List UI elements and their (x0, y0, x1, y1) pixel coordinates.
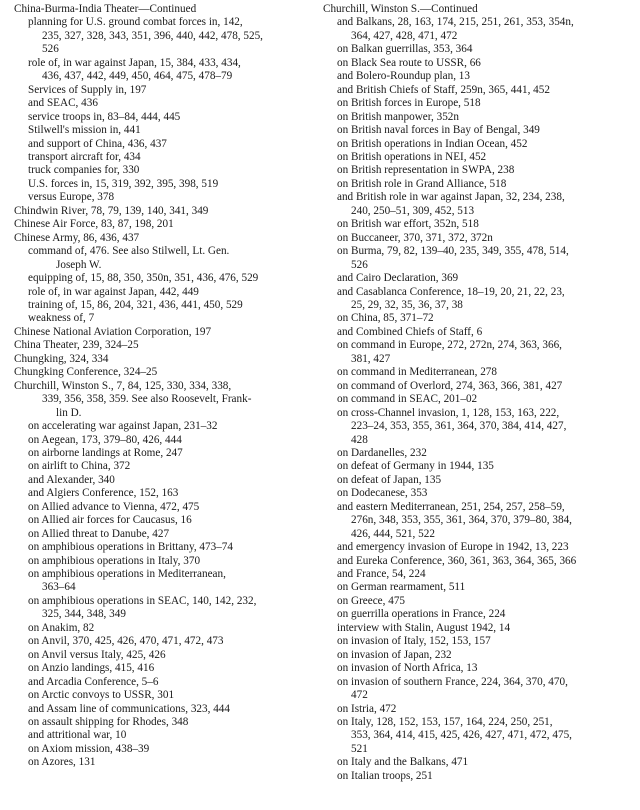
index-subentry: 436, 437, 442, 449, 450, 464, 475, 478–79 (42, 70, 233, 83)
index-heading: Chungking Conference, 324–25 (14, 366, 158, 379)
index-subentry: planning for U.S. ground combat forces in, 142, (28, 16, 243, 29)
index-subentry: 325, 344, 348, 349 (42, 608, 126, 621)
index-subentry: weakness of, 7 (28, 312, 95, 325)
index-subentry: on Allied advance to Vienna, 472, 475 (28, 500, 200, 513)
index-subentry: on Burma, 79, 82, 139–40, 235, 349, 355, 478, 514, (337, 245, 569, 258)
index-subentry: 472 (351, 689, 368, 702)
index-subentry: Stilwell's mission in, 441 (28, 124, 141, 137)
index-subentry: and Bolero-Roundup plan, 13 (337, 70, 470, 83)
index-subentry: on Greece, 475 (337, 594, 406, 607)
index-heading: China Theater, 239, 324–25 (14, 339, 139, 352)
index-subentry: equipping of, 15, 88, 350, 350n, 351, 436, 476, 529 (28, 272, 259, 285)
index-heading: China-Burma-India Theater—Continued (14, 3, 197, 15)
index-subentry: on Balkan guerrillas, 353, 364 (337, 43, 473, 56)
index-subentry: and Alexander, 340 (28, 473, 115, 486)
index-subentry: and support of China, 436, 437 (28, 137, 167, 150)
index-subentry: on Anakim, 82 (28, 621, 95, 634)
index-heading: Chinese Air Force, 83, 87, 198, 201 (14, 218, 174, 231)
index-subentry: on amphibious operations in Brittany, 473–74 (28, 541, 233, 554)
index-subentry: and Algiers Conference, 152, 163 (28, 487, 179, 500)
index-subentry: Services of Supply in, 197 (28, 83, 147, 96)
index-subentry: and Casablanca Conference, 18–19, 20, 21, 22, 23, (337, 285, 565, 298)
index-subentry: and emergency invasion of Europe in 1942, 13, 223 (337, 541, 569, 554)
index-subentry: on amphibious operations in SEAC, 140, 142, 232, (28, 594, 257, 607)
index-subentry: and attritional war, 10 (28, 729, 127, 742)
index-subentry: on invasion of North Africa, 13 (337, 662, 478, 675)
index-subentry: command of, 476. See also Stilwell, Lt. Gen. (28, 245, 230, 258)
index-subentry: on guerrilla operations in France, 224 (337, 608, 506, 621)
index-subentry: and Eureka Conference, 360, 361, 363, 364, 365, 366 (337, 554, 577, 567)
index-subentry: 381, 427 (351, 352, 391, 365)
index-subentry: 240, 250–51, 309, 452, 513 (351, 204, 475, 217)
index-subentry: U.S. forces in, 15, 319, 392, 395, 398, 519 (28, 177, 219, 190)
index-subentry: and Assam line of communications, 323, 444 (28, 702, 230, 715)
index-subentry: on airlift to China, 372 (28, 460, 131, 473)
index-heading: Chungking, 324, 334 (14, 352, 109, 365)
index-subentry: role of, in war against Japan, 442, 449 (28, 285, 199, 298)
index-subentry: 339, 356, 358, 359. See also Roosevelt, Frank- (42, 393, 252, 406)
index-subentry: on cross-Channel invasion, 1, 128, 153, 163, 222, (337, 406, 560, 419)
index-subentry: on accelerating war against Japan, 231–32 (28, 420, 218, 433)
index-subentry: Joseph W. (56, 258, 102, 271)
left-column (14, 3, 314, 770)
index-subentry: 428 (351, 433, 368, 446)
index-subentry: on Dodecanese, 353 (337, 487, 428, 500)
index-subentry: on British war effort, 352n, 518 (337, 218, 479, 231)
index-subentry: 223–24, 353, 355, 361, 364, 370, 384, 414, 427, (351, 420, 567, 433)
index-subentry: on defeat of Germany in 1944, 135 (337, 460, 494, 473)
index-subentry: on command in Europe, 272, 272n, 274, 363, 366, (337, 339, 562, 352)
index-subentry: versus Europe, 378 (28, 191, 115, 204)
index-subentry: on British forces in Europe, 518 (337, 97, 481, 110)
index-subentry: on British representation in SWPA, 238 (337, 164, 515, 177)
index-subentry: 526 (351, 258, 368, 271)
index-subentry: and Arcadia Conference, 5–6 (28, 675, 159, 688)
index-subentry: on airborne landings at Rome, 247 (28, 446, 183, 459)
index-subentry: on Anvil versus Italy, 425, 426 (28, 648, 166, 661)
index-subentry: and Combined Chiefs of Staff, 6 (337, 325, 483, 338)
index-subentry: and eastern Mediterranean, 251, 254, 257, 258–59, (337, 500, 565, 513)
index-subentry: and Cairo Declaration, 369 (337, 272, 459, 285)
index-subentry: on Allied air forces for Caucasus, 16 (28, 514, 192, 527)
index-heading: Chinese Army, 86, 436, 437 (14, 231, 140, 244)
index-subentry: on British manpower, 352n (337, 110, 459, 123)
index-subentry: role of, in war against Japan, 15, 384, 433, 434, (28, 56, 241, 69)
index-heading: Churchill, Winston S.—Continued (323, 3, 478, 15)
index-subentry: on Anzio landings, 415, 416 (28, 662, 155, 675)
index-subentry: on amphibious operations in Italy, 370 (28, 554, 201, 567)
index-subentry: transport aircraft for, 434 (28, 150, 141, 163)
index-subentry: training of, 15, 86, 204, 321, 436, 441, 450, 529 (28, 298, 243, 311)
index-subentry: on Axiom mission, 438–39 (28, 742, 150, 755)
index-subentry: and British role in war against Japan, 32, 234, 238, (337, 191, 565, 204)
index-subentry: on invasion of Japan, 232 (337, 648, 452, 661)
index-subentry: on Azores, 131 (28, 756, 96, 769)
index-subentry: on Italy, 128, 152, 153, 157, 164, 224, 250, 251, (337, 716, 553, 729)
index-subentry: on British naval forces in Bay of Bengal, 349 (337, 124, 540, 137)
index-subentry: on British role in Grand Alliance, 518 (337, 177, 507, 190)
index-subentry: 353, 364, 414, 415, 425, 426, 427, 471, 472, 475, (351, 729, 572, 742)
index-subentry: 363–64 (42, 581, 76, 594)
index-subentry: on Anvil, 370, 425, 426, 470, 471, 472, 473 (28, 635, 224, 648)
index-subentry: on British operations in Indian Ocean, 452 (337, 137, 528, 150)
index-subentry: on Black Sea route to USSR, 66 (337, 56, 481, 69)
index-subentry: 364, 427, 428, 471, 472 (351, 29, 458, 42)
index-subentry: on Istria, 472 (337, 702, 397, 715)
index-subentry: on Buccaneer, 370, 371, 372, 372n (337, 231, 493, 244)
index-subentry: and British Chiefs of Staff, 259n, 365, 441, 452 (337, 83, 550, 96)
index-subentry: 276n, 348, 353, 355, 361, 364, 370, 379–80, 384, (351, 514, 572, 527)
index-subentry: lin D. (56, 406, 82, 419)
index-subentry: on Aegean, 173, 379–80, 426, 444 (28, 433, 182, 446)
index-subentry: on defeat of Japan, 135 (337, 473, 442, 486)
index-subentry: on invasion of Italy, 152, 153, 157 (337, 635, 491, 648)
index-subentry: on amphibious operations in Mediterranean, (28, 568, 226, 581)
index-subentry: 426, 444, 521, 522 (351, 527, 435, 540)
index-subentry: and SEAC, 436 (28, 97, 98, 110)
index-subentry: on command in SEAC, 201–02 (337, 393, 478, 406)
index-subentry: on assault shipping for Rhodes, 348 (28, 716, 189, 729)
index-subentry: on invasion of southern France, 224, 364, 370, 470, (337, 675, 568, 688)
index-subentry: interview with Stalin, August 1942, 14 (337, 621, 511, 634)
index-subentry: on Italian troops, 251 (337, 769, 433, 782)
index-subentry: on Arctic convoys to USSR, 301 (28, 689, 175, 702)
index-subentry: on command in Mediterranean, 278 (337, 366, 497, 379)
index-subentry: on British operations in NEI, 452 (337, 150, 487, 163)
index-heading: Chinese National Aviation Corporation, 197 (14, 325, 212, 338)
index-subentry: and Balkans, 28, 163, 174, 215, 251, 261, 353, 354n, (337, 16, 574, 29)
index-subentry: 526 (42, 43, 59, 56)
index-subentry: on Italy and the Balkans, 471 (337, 756, 469, 769)
right-column (323, 3, 628, 783)
index-heading: Chindwin River, 78, 79, 139, 140, 341, 349 (14, 204, 209, 217)
index-subentry: 521 (351, 742, 368, 755)
index-subentry: truck companies for, 330 (28, 164, 140, 177)
index-subentry: on China, 85, 371–72 (337, 312, 434, 325)
index-subentry: on command of Overlord, 274, 363, 366, 381, 427 (337, 379, 563, 392)
index-subentry: 235, 327, 328, 343, 351, 396, 440, 442, 478, 525, (42, 29, 263, 42)
index-subentry: 25, 29, 32, 35, 36, 37, 38 (351, 298, 463, 311)
index-subentry: on German rearmament, 511 (337, 581, 466, 594)
index-subentry: on Dardanelles, 232 (337, 446, 427, 459)
index-subentry: service troops in, 83–84, 444, 445 (28, 110, 181, 123)
index-subentry: and France, 54, 224 (337, 568, 426, 581)
index-subentry: on Allied threat to Danube, 427 (28, 527, 170, 540)
index-heading: Churchill, Winston S., 7, 84, 125, 330, 334, 338, (14, 379, 232, 392)
